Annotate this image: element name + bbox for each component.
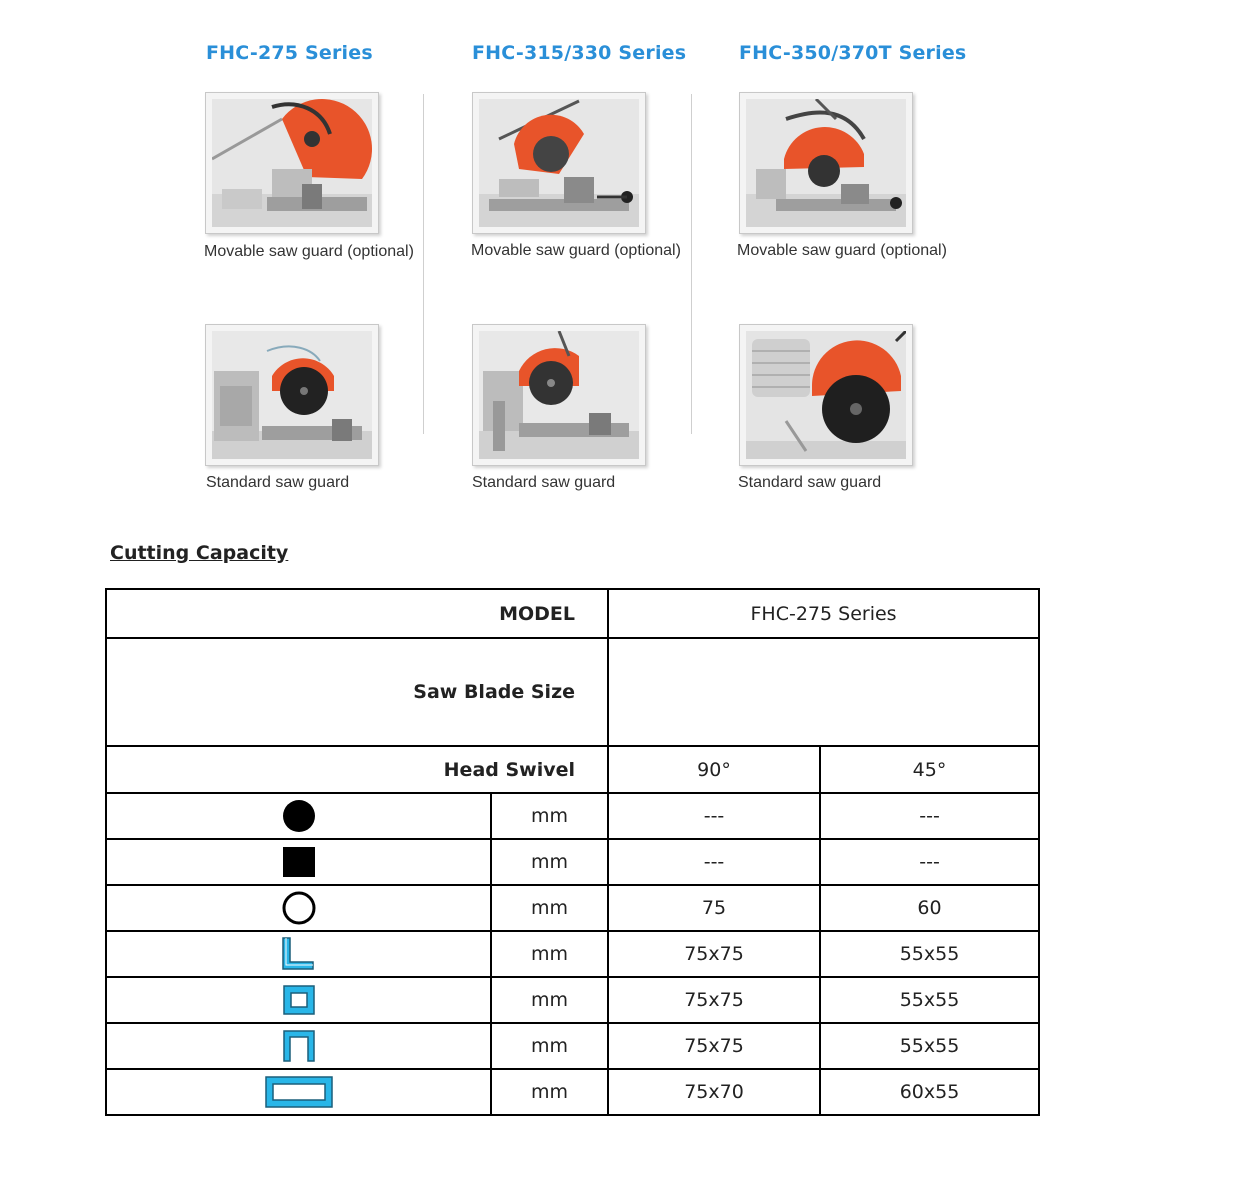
value-45-cell: 55x55 <box>820 931 1039 977</box>
head-swivel-label: Head Swivel <box>106 746 608 793</box>
standard-guard-photo <box>739 324 913 466</box>
value-90-cell: 75x75 <box>608 931 820 977</box>
table-row <box>106 839 1039 885</box>
value-45-cell: 55x55 <box>820 1023 1039 1069</box>
saw-movable-guard-image <box>479 99 639 227</box>
rectangular-tube-icon <box>264 1074 334 1110</box>
unit-cell: mm <box>491 1023 608 1069</box>
column-divider <box>691 94 692 434</box>
saw-standard-guard-image <box>212 331 372 459</box>
saw-standard-guard-image <box>746 331 906 459</box>
movable-guard-caption: Movable saw guard (optional) <box>204 243 414 260</box>
movable-guard-photo <box>205 92 379 234</box>
solid-square-icon <box>279 842 319 882</box>
blade-size-value <box>608 638 1039 746</box>
table-row <box>106 1023 1039 1069</box>
round-tube-icon <box>279 888 319 928</box>
model-row <box>106 589 1039 638</box>
unit-cell: mm <box>491 1069 608 1115</box>
shape-cell <box>106 931 491 977</box>
series-title: FHC-275 Series <box>206 42 373 64</box>
series-fhc-275 <box>206 42 446 64</box>
unit-cell: mm <box>491 793 608 839</box>
blade-size-row <box>106 638 1039 746</box>
unit-cell: mm <box>491 931 608 977</box>
standard-guard-caption: Standard saw guard <box>738 474 882 491</box>
table-row <box>106 885 1039 931</box>
series-title: FHC-315/330 Series <box>472 42 687 64</box>
angle-iron-icon <box>279 934 319 974</box>
value-90-cell: --- <box>608 839 820 885</box>
blade-size-label: Saw Blade Size <box>106 638 608 746</box>
shape-cell <box>106 793 491 839</box>
value-45-cell: 60x55 <box>820 1069 1039 1115</box>
movable-guard-caption: Movable saw guard (optional) <box>737 242 947 259</box>
unit-cell: mm <box>491 839 608 885</box>
standard-guard-photo <box>205 324 379 466</box>
shape-cell <box>106 977 491 1023</box>
swivel-90-header: 90° <box>608 746 820 793</box>
series-fhc-315-330 <box>472 42 712 64</box>
standard-guard-caption: Standard saw guard <box>206 474 350 491</box>
movable-guard-photo <box>472 92 646 234</box>
value-45-cell: 60 <box>820 885 1039 931</box>
standard-guard-photo <box>472 324 646 466</box>
saw-movable-guard-image <box>746 99 906 227</box>
head-swivel-row <box>106 746 1039 793</box>
value-90-cell: 75 <box>608 885 820 931</box>
saw-standard-guard-image <box>479 331 639 459</box>
table-row <box>106 1069 1039 1115</box>
cutting-capacity-table <box>105 588 1040 1116</box>
value-90-cell: --- <box>608 793 820 839</box>
value-90-cell: 75x70 <box>608 1069 820 1115</box>
series-title: FHC-350/370T Series <box>739 42 967 64</box>
saw-movable-guard-image <box>212 99 372 227</box>
movable-guard-caption: Movable saw guard (optional) <box>471 242 681 259</box>
movable-guard-photo <box>739 92 913 234</box>
standard-guard-caption: Standard saw guard <box>472 474 616 491</box>
shape-cell <box>106 1069 491 1115</box>
value-45-cell: --- <box>820 793 1039 839</box>
shape-cell <box>106 1023 491 1069</box>
shape-cell <box>106 885 491 931</box>
model-label: MODEL <box>106 589 608 638</box>
table-row <box>106 931 1039 977</box>
table-row <box>106 793 1039 839</box>
shape-cell <box>106 839 491 885</box>
series-fhc-350-370t <box>739 42 979 64</box>
value-45-cell: 55x55 <box>820 977 1039 1023</box>
unit-cell: mm <box>491 977 608 1023</box>
unit-cell: mm <box>491 885 608 931</box>
table-row <box>106 977 1039 1023</box>
square-tube-icon <box>279 980 319 1020</box>
column-divider <box>423 94 424 434</box>
cutting-capacity-heading: Cutting Capacity <box>110 542 289 564</box>
value-90-cell: 75x75 <box>608 1023 820 1069</box>
channel-icon <box>279 1026 319 1066</box>
value-90-cell: 75x75 <box>608 977 820 1023</box>
solid-round-icon <box>279 796 319 836</box>
value-45-cell: --- <box>820 839 1039 885</box>
swivel-45-header: 45° <box>820 746 1039 793</box>
model-value: FHC-275 Series <box>608 589 1039 638</box>
